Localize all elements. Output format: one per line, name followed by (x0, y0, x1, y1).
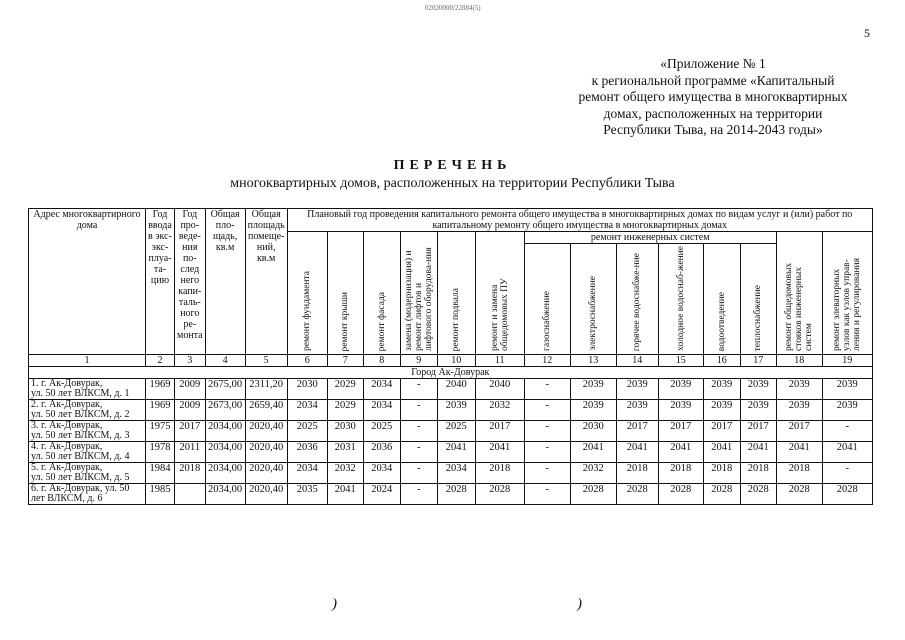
header-power: электроснабжение (588, 276, 599, 351)
header-drainage: водоотведение (716, 291, 727, 351)
value-cell: 2040 (437, 379, 475, 400)
appendix-line: к региональной программе «Капитальный (591, 72, 835, 88)
value-cell: 2018 (475, 463, 524, 484)
column-number: 9 (400, 355, 437, 367)
value-cell: 2028 (570, 484, 616, 505)
column-number: 4 (205, 355, 245, 367)
header-heating: теплоснабжение (753, 284, 764, 351)
address-line: ул. 50 лет ВЛКСМ, д. 4 (31, 451, 130, 462)
value-cell: 2039 (616, 400, 658, 421)
value-cell: 2028 (616, 484, 658, 505)
city-name: Город Ак-Довурак (29, 367, 873, 379)
value-cell: 2028 (776, 484, 822, 505)
appendix-line: «Приложение № 1 (660, 56, 766, 71)
value-cell: 2034,00 (205, 421, 245, 442)
value-cell: 1975 (146, 421, 175, 442)
header-facade: ремонт фасада (376, 291, 387, 351)
column-number: 3 (175, 355, 206, 367)
address-cell (29, 379, 146, 400)
value-cell: 2034,00 (205, 442, 245, 463)
value-cell: 2040 (475, 379, 524, 400)
value-cell: 2041 (822, 442, 872, 463)
value-cell: 2035 (287, 484, 327, 505)
table-row (29, 442, 873, 463)
value-cell: 2039 (740, 400, 776, 421)
value-cell: 2028 (703, 484, 740, 505)
address-cell (29, 421, 146, 442)
header-planned-year: Плановый год проведения капитального ремонта общего имущества в многоквартирных домах по видам услуг и (или) работ по капитальному ремонту общего имущества в многоквартирных домах (287, 209, 872, 232)
address-line: ул. 50 лет ВЛКСМ, д. 3 (31, 430, 130, 441)
value-cell: 2024 (363, 484, 400, 505)
value-cell: 1969 (146, 400, 175, 421)
column-number: 6 (287, 355, 327, 367)
value-cell: - (524, 379, 570, 400)
value-cell: - (400, 379, 437, 400)
value-cell: 2028 (740, 484, 776, 505)
header-basement: ремонт подвала (451, 287, 462, 351)
header-total-area: Общая пло-щадь, кв.м (205, 209, 245, 355)
value-cell: 2039 (437, 400, 475, 421)
value-cell: 2039 (776, 379, 822, 400)
value-cell: 2017 (616, 421, 658, 442)
column-number: 13 (570, 355, 616, 367)
table-row (29, 421, 873, 442)
value-cell: - (822, 463, 872, 484)
address-line: лет ВЛКСМ, д. 6 (31, 493, 103, 504)
value-cell: - (524, 421, 570, 442)
column-number: 10 (437, 355, 475, 367)
column-number: 8 (363, 355, 400, 367)
address-line: ул. 50 лет ВЛКСМ, д. 2 (31, 409, 130, 420)
value-cell: - (822, 421, 872, 442)
value-cell: - (524, 484, 570, 505)
value-cell: 2025 (437, 421, 475, 442)
table-row (29, 379, 873, 400)
value-cell: 2017 (703, 421, 740, 442)
value-cell: 2039 (703, 379, 740, 400)
table-row (29, 484, 873, 505)
value-cell: 2031 (327, 442, 363, 463)
value-cell: 2041 (740, 442, 776, 463)
value-cell: 2020,40 (245, 442, 287, 463)
address-line: 4. г. Ак-Довурак, (31, 441, 103, 452)
document-code: 02020000/22884(5) (425, 4, 481, 12)
value-cell: 2029 (327, 400, 363, 421)
value-cell: 2028 (822, 484, 872, 505)
appendix-line: Республики Тыва, на 2014-2043 годы» (603, 122, 823, 137)
value-cell: 2020,40 (245, 421, 287, 442)
value-cell: 2018 (776, 463, 822, 484)
value-cell: 2311,20 (245, 379, 287, 400)
value-cell: 2020,40 (245, 463, 287, 484)
value-cell: 2030 (287, 379, 327, 400)
value-cell: 2032 (327, 463, 363, 484)
column-number: 12 (524, 355, 570, 367)
header-elevator: замена (модернизация) и ремонт лифтов и лифтового оборудова-ния (403, 247, 434, 351)
address-cell (29, 442, 146, 463)
table-row (29, 463, 873, 484)
header-address: Адрес многоквартирного дома (29, 209, 146, 355)
page-number: 5 (864, 26, 870, 40)
buildings-table (28, 208, 873, 505)
value-cell: 1969 (146, 379, 175, 400)
value-cell: 2039 (703, 400, 740, 421)
value-cell: 2009 (175, 379, 206, 400)
appendix-line: ремонт общего имущества в многоквартирных (578, 89, 848, 104)
value-cell: 2028 (475, 484, 524, 505)
address-line: 2. г. Ак-Довурак, (31, 399, 103, 410)
appendix-note (548, 56, 878, 139)
value-cell: 2030 (327, 421, 363, 442)
appendix-line: домах, расположенных на территории (603, 105, 823, 121)
value-cell: 2034 (363, 463, 400, 484)
document-subtitle: многоквартирных домов, расположенных на территории Республики Тыва (230, 176, 675, 191)
value-cell: - (400, 442, 437, 463)
value-cell: 2039 (776, 400, 822, 421)
value-cell: 2039 (740, 379, 776, 400)
value-cell: 2011 (175, 442, 206, 463)
value-cell: 2025 (363, 421, 400, 442)
value-cell: 2041 (327, 484, 363, 505)
value-cell: 2675,00 (205, 379, 245, 400)
document-title: ПЕРЕЧЕНЬ (393, 158, 512, 173)
value-cell: 2029 (327, 379, 363, 400)
value-cell: 2041 (437, 442, 475, 463)
column-number: 18 (776, 355, 822, 367)
value-cell: 2039 (822, 400, 872, 421)
value-cell: - (524, 400, 570, 421)
value-cell: 2034,00 (205, 484, 245, 505)
header-cold-water: холодное водоснаб-жение (675, 246, 686, 351)
value-cell: 2032 (475, 400, 524, 421)
address-line: 6. г. Ак-Довурак, ул. 50 (31, 483, 130, 494)
value-cell: 2039 (570, 379, 616, 400)
bottom-mark: ) (577, 596, 582, 612)
address-line: 5. г. Ак-Довурак, (31, 462, 103, 473)
table-row (29, 400, 873, 421)
header-roof: ремонт крыши (340, 291, 351, 351)
value-cell: - (524, 442, 570, 463)
value-cell: 2034 (437, 463, 475, 484)
column-number: 17 (740, 355, 776, 367)
address-cell (29, 463, 146, 484)
value-cell: 1978 (146, 442, 175, 463)
column-number: 1 (29, 355, 146, 367)
value-cell: - (400, 421, 437, 442)
header-meters: ремонт и замена общедомовых ПУ (489, 278, 510, 351)
value-cell: 2017 (175, 421, 206, 442)
value-cell: 1985 (146, 484, 175, 505)
value-cell: 2017 (475, 421, 524, 442)
value-cell: 2018 (658, 463, 703, 484)
column-number: 7 (327, 355, 363, 367)
value-cell: 2659,40 (245, 400, 287, 421)
value-cell: 2032 (570, 463, 616, 484)
value-cell: 2039 (822, 379, 872, 400)
column-number: 19 (822, 355, 872, 367)
value-cell: 2034 (287, 400, 327, 421)
value-cell: 2028 (437, 484, 475, 505)
value-cell: 2041 (475, 442, 524, 463)
value-cell: 2018 (703, 463, 740, 484)
bottom-mark: ) (332, 596, 337, 612)
column-number: 11 (475, 355, 524, 367)
header-gas: газоснабжение (542, 291, 553, 351)
value-cell: 2020,40 (245, 484, 287, 505)
header-foundation: ремонт фундамента (302, 271, 313, 351)
value-cell: 2017 (776, 421, 822, 442)
value-cell: 2036 (363, 442, 400, 463)
value-cell: 2673,00 (205, 400, 245, 421)
value-cell: 2030 (570, 421, 616, 442)
value-cell: 2034 (287, 463, 327, 484)
address-cell (29, 400, 146, 421)
value-cell: 2018 (616, 463, 658, 484)
column-number: 16 (703, 355, 740, 367)
value-cell: 2034 (363, 400, 400, 421)
header-hot-water: горячее водоснабже-ние (632, 252, 643, 351)
address-line: 1. г. Ак-Довурак, (31, 378, 103, 389)
value-cell: 2041 (570, 442, 616, 463)
value-cell: 2017 (740, 421, 776, 442)
column-number: 14 (616, 355, 658, 367)
value-cell: 2041 (703, 442, 740, 463)
value-cell: 2039 (658, 379, 703, 400)
column-number: 5 (245, 355, 287, 367)
column-number: 15 (658, 355, 703, 367)
value-cell: 2039 (570, 400, 616, 421)
header-units: ремонт элеваторных узлов как узлов управ-ления и регулирования (832, 258, 863, 351)
address-line: 3. г. Ак-Довурак, (31, 420, 103, 431)
header-year-commission: Год ввода в экс-экс-плуа-та-цию (146, 209, 175, 355)
value-cell: 2041 (658, 442, 703, 463)
value-cell: 2009 (175, 400, 206, 421)
value-cell: 2034,00 (205, 463, 245, 484)
header-engineering: ремонт инженерных систем (524, 232, 776, 244)
header-premises-area: Общая площадь помеще-ний, кв.м (245, 209, 287, 355)
header-year-last-repair: Год про-веде-ния по-след него капи-таль-ного ре-монта (175, 209, 206, 355)
address-line: ул. 50 лет ВЛКСМ, д. 1 (31, 388, 130, 399)
column-numbers-row (29, 355, 873, 367)
value-cell: - (524, 463, 570, 484)
value-cell: - (400, 463, 437, 484)
value-cell: 2018 (740, 463, 776, 484)
value-cell: 1984 (146, 463, 175, 484)
value-cell: 2039 (616, 379, 658, 400)
value-cell: 2018 (175, 463, 206, 484)
value-cell: 2034 (363, 379, 400, 400)
address-line: ул. 50 лет ВЛКСМ, д. 5 (31, 472, 130, 483)
value-cell: 2028 (658, 484, 703, 505)
value-cell: - (400, 400, 437, 421)
value-cell: 2025 (287, 421, 327, 442)
value-cell: 2039 (658, 400, 703, 421)
value-cell: 2017 (658, 421, 703, 442)
column-number: 2 (146, 355, 175, 367)
header-risers: ремонт общедомовых стояков инженерных систем (784, 262, 815, 351)
value-cell (175, 484, 206, 505)
value-cell: 2041 (776, 442, 822, 463)
value-cell: 2041 (616, 442, 658, 463)
value-cell: - (400, 484, 437, 505)
value-cell: 2036 (287, 442, 327, 463)
address-cell (29, 484, 146, 505)
